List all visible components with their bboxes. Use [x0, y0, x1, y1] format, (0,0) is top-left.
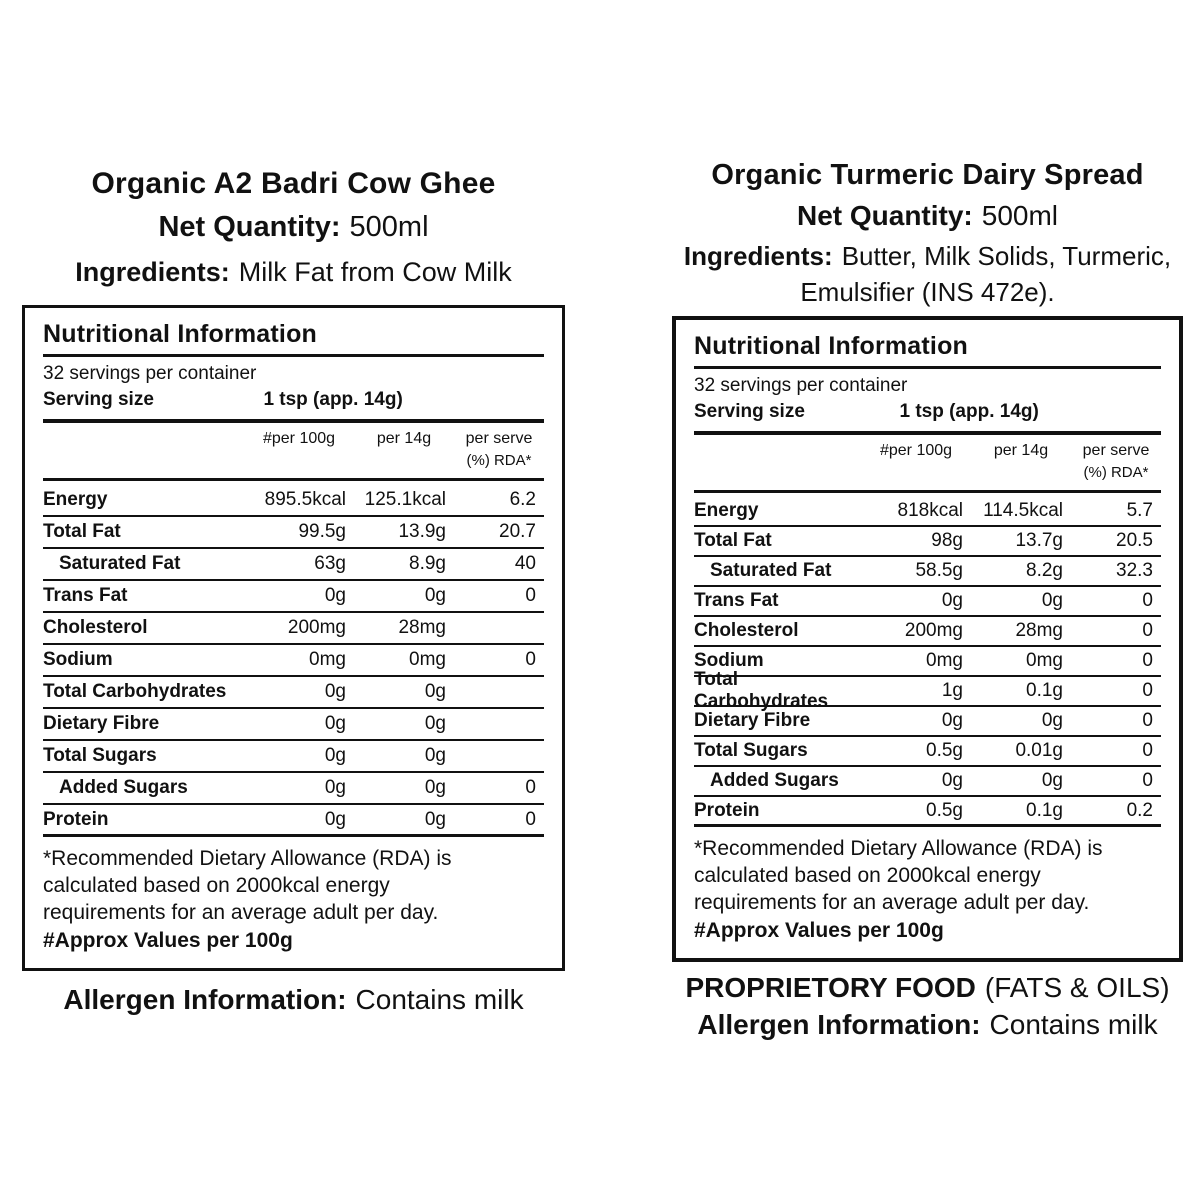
col-header-per-14g: per 14g — [376, 430, 432, 447]
nutrient-label: Saturated Fat — [710, 560, 832, 581]
value-per-14g: 28mg — [1015, 620, 1063, 641]
value-per-100g: 0g — [324, 808, 346, 830]
nutrient-label: Dietary Fibre — [694, 710, 811, 731]
nutrient-row — [694, 497, 1161, 527]
nutrition-table — [672, 316, 1183, 962]
nutrient-label: Dietary Fibre — [43, 713, 160, 734]
value-per-serve: 5.7 — [1126, 500, 1153, 521]
value-per-14g: 28mg — [398, 617, 446, 638]
panel-cow-ghee — [22, 163, 565, 1019]
proprietory-category: (FATS & OILS) — [984, 972, 1170, 1003]
divider — [43, 354, 544, 357]
value-per-serve: 0 — [1142, 620, 1153, 641]
net-quantity-value: 500ml — [349, 211, 429, 243]
nutrient-label: Total Fat — [43, 521, 121, 542]
nutrient-row — [694, 669, 1161, 712]
nutrient-label: Total Sugars — [43, 745, 157, 766]
value-per-100g: 99.5g — [298, 521, 346, 542]
allergen-info — [22, 981, 565, 1019]
value-per-100g: 0mg — [309, 649, 346, 670]
value-per-100g: 63g — [314, 553, 346, 574]
ingredients — [672, 238, 1183, 274]
nutrient-label: Total Carbohydrates — [694, 669, 829, 712]
divider — [694, 366, 1161, 369]
serving-size-label: Serving size — [43, 389, 154, 410]
servings-per-container: 32 servings per container — [43, 363, 257, 384]
nutrient-label: Sodium — [43, 649, 113, 670]
value-per-100g: 0g — [941, 590, 963, 611]
value-per-serve: 6.2 — [509, 489, 536, 510]
net-quantity-label: Net Quantity: — [796, 200, 973, 231]
value-per-100g: 0g — [941, 710, 963, 731]
value-per-100g: 0g — [324, 713, 346, 734]
nutrient-row — [43, 709, 544, 741]
nutrient-row — [43, 645, 544, 677]
value-per-100g: 0g — [324, 585, 346, 606]
panel-turmeric-spread — [672, 156, 1183, 1044]
allergen-label: Allergen Information: — [697, 1009, 981, 1040]
column-headers — [43, 426, 544, 474]
nutrient-rows — [694, 497, 1161, 827]
nutrient-row — [694, 737, 1161, 767]
value-per-100g: 0g — [324, 777, 346, 798]
value-per-14g: 0g — [1041, 590, 1063, 611]
ingredients-label: Ingredients: — [683, 241, 833, 271]
value-per-serve: 0 — [525, 649, 536, 670]
ingredients-label: Ingredients: — [75, 257, 230, 287]
allergen-value: Contains milk — [989, 1009, 1158, 1040]
serving-size-value: 1 tsp (app. 14g) — [263, 389, 403, 410]
nutrient-row — [43, 581, 544, 613]
nutrient-row — [694, 557, 1161, 587]
nutrient-label: Total Fat — [694, 530, 772, 551]
divider — [694, 431, 1161, 435]
allergen-info — [672, 1006, 1183, 1044]
divider — [694, 490, 1161, 493]
value-per-serve: 0 — [1142, 650, 1153, 671]
nutrient-label: Sodium — [694, 650, 764, 671]
nutrient-label: Added Sugars — [710, 770, 839, 791]
divider — [43, 478, 544, 481]
serving-size — [694, 398, 1161, 426]
nutrient-label: Protein — [694, 799, 760, 821]
value-per-serve: 0 — [525, 777, 536, 798]
nutrient-label: Protein — [43, 808, 109, 830]
net-quantity-label: Net Quantity: — [158, 211, 341, 243]
value-per-100g: 895.5kcal — [264, 489, 346, 510]
nutrient-row — [694, 617, 1161, 647]
value-per-14g: 13.9g — [398, 521, 446, 542]
value-per-serve: 0 — [525, 585, 536, 606]
nutrient-row — [694, 527, 1161, 557]
value-per-serve: 20.7 — [499, 521, 536, 542]
nutrient-rows — [43, 485, 544, 837]
approx-values-note: #Approx Values per 100g — [694, 919, 944, 942]
value-per-14g: 0g — [424, 681, 446, 702]
value-per-14g: 114.5kcal — [983, 500, 1063, 521]
nutrient-row — [694, 587, 1161, 617]
column-headers — [694, 438, 1161, 486]
nutrient-label: Cholesterol — [694, 620, 799, 641]
nutrient-row — [43, 485, 544, 517]
allergen-value: Contains milk — [355, 984, 524, 1015]
net-quantity — [22, 205, 565, 249]
nutrition-table — [22, 305, 565, 971]
nutrient-row — [43, 517, 544, 549]
value-per-100g: 98g — [931, 530, 963, 551]
nutrient-label: Total Sugars — [694, 740, 808, 761]
col-header-per-100g: #per 100g — [262, 430, 336, 447]
ingredients-value: Butter, Milk Solids, Turmeric, — [841, 241, 1172, 271]
nutrient-row — [694, 797, 1161, 827]
value-per-14g: 0g — [1041, 770, 1063, 791]
value-per-100g: 0.5g — [926, 740, 963, 761]
value-per-100g: 0mg — [926, 650, 963, 671]
nutrient-label: Added Sugars — [59, 777, 188, 798]
value-per-serve: 0 — [1142, 680, 1153, 701]
value-per-100g: 1g — [941, 680, 963, 701]
divider — [43, 419, 544, 423]
value-per-14g: 0mg — [1026, 650, 1063, 671]
serving-size-value: 1 tsp (app. 14g) — [899, 401, 1039, 422]
net-quantity-value: 500ml — [981, 200, 1059, 231]
allergen-label: Allergen Information: — [63, 984, 347, 1015]
table-title: Nutritional Information — [43, 320, 318, 348]
nutrient-row — [694, 707, 1161, 737]
serving-size — [43, 386, 544, 414]
nutrient-row — [43, 741, 544, 773]
value-per-14g: 0g — [424, 585, 446, 606]
value-per-serve: 0 — [1142, 740, 1153, 761]
nutrient-label: Energy — [43, 489, 108, 510]
value-per-serve: 0 — [525, 808, 536, 830]
ingredients — [22, 249, 565, 295]
table-title: Nutritional Information — [694, 332, 969, 360]
value-per-14g: 0g — [424, 777, 446, 798]
approx-values-note: #Approx Values per 100g — [43, 929, 293, 952]
value-per-14g: 0mg — [409, 649, 446, 670]
value-per-14g: 0.01g — [1015, 740, 1063, 761]
ingredients-value-2: Emulsifier (INS 472e). — [800, 277, 1055, 307]
net-quantity — [672, 194, 1183, 238]
value-per-14g: 125.1kcal — [364, 489, 446, 510]
value-per-14g: 0g — [424, 713, 446, 734]
nutrient-row — [694, 767, 1161, 797]
servings-per-container: 32 servings per container — [694, 375, 908, 396]
serving-size-label: Serving size — [694, 401, 805, 422]
value-per-100g: 0g — [324, 681, 346, 702]
rda-note: *Recommended Dietary Allowance (RDA) is calculated based on 2000kcal energy requirements for an average adult per day. — [43, 847, 452, 924]
value-per-serve: 0 — [1142, 710, 1153, 731]
value-per-14g: 0.1g — [1026, 799, 1063, 821]
value-per-100g: 818kcal — [897, 500, 963, 521]
nutrient-label: Saturated Fat — [59, 553, 181, 574]
value-per-serve: 0 — [1142, 770, 1153, 791]
value-per-14g: 8.9g — [409, 553, 446, 574]
nutrient-row — [43, 773, 544, 805]
nutrient-label: Trans Fat — [694, 590, 779, 611]
value-per-100g: 0g — [941, 770, 963, 791]
value-per-serve: 32.3 — [1116, 560, 1153, 581]
value-per-serve: 20.5 — [1116, 530, 1153, 551]
value-per-100g: 0g — [324, 745, 346, 766]
nutrient-row — [43, 613, 544, 645]
value-per-14g: 0g — [1041, 710, 1063, 731]
nutrient-label: Energy — [694, 500, 759, 521]
nutrient-row — [43, 549, 544, 581]
ingredients-value: Milk Fat from Cow Milk — [238, 257, 512, 287]
col-header-rda: (%) RDA* — [1083, 464, 1149, 481]
nutrient-row — [43, 677, 544, 709]
nutrient-label: Trans Fat — [43, 585, 128, 606]
value-per-100g: 0.5g — [926, 799, 963, 821]
col-header-per-100g: #per 100g — [879, 442, 953, 459]
value-per-100g: 58.5g — [915, 560, 963, 581]
nutrient-label: Cholesterol — [43, 617, 148, 638]
value-per-100g: 200mg — [287, 617, 346, 638]
ingredients-line-2 — [672, 274, 1183, 310]
proprietory-label: PROPRIETORY FOOD — [685, 972, 976, 1003]
col-header-per-serve: per serve (%) RDA* — [1071, 441, 1161, 483]
product-title: Organic A2 Badri Cow Ghee — [91, 167, 496, 200]
value-per-100g: 200mg — [904, 620, 963, 641]
proprietory-food — [672, 970, 1183, 1006]
nutrient-row — [43, 805, 544, 837]
rda-note: *Recommended Dietary Allowance (RDA) is calculated based on 2000kcal energy requirements for an average adult per day. — [694, 837, 1103, 914]
value-per-14g: 8.2g — [1026, 560, 1063, 581]
value-per-14g: 0g — [424, 745, 446, 766]
value-per-serve: 0 — [1142, 590, 1153, 611]
col-header-rda: (%) RDA* — [466, 452, 532, 469]
value-per-serve: 0.2 — [1126, 799, 1153, 821]
value-per-serve: 40 — [514, 553, 536, 574]
col-header-per-14g: per 14g — [993, 442, 1049, 459]
nutrient-label: Total Carbohydrates — [43, 681, 227, 702]
value-per-14g: 13.7g — [1015, 530, 1063, 551]
value-per-14g: 0g — [424, 808, 446, 830]
product-title: Organic Turmeric Dairy Spread — [711, 159, 1144, 191]
value-per-14g: 0.1g — [1026, 680, 1063, 701]
col-header-per-serve: per serve (%) RDA* — [454, 429, 544, 471]
